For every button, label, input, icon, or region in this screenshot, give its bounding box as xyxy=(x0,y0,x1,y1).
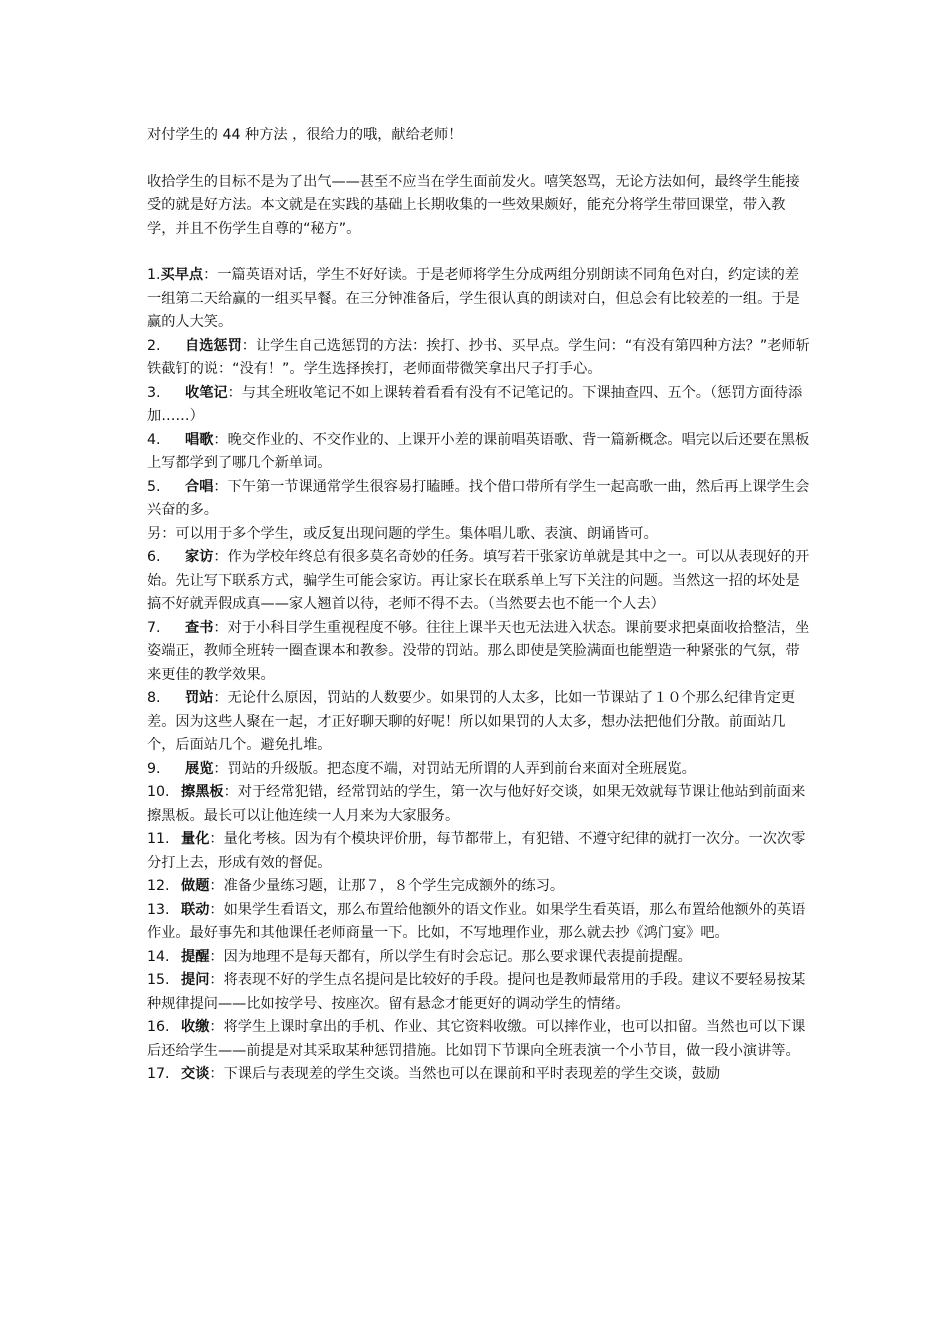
item-number: 16. xyxy=(147,1019,170,1035)
method-item-4 xyxy=(147,429,812,476)
item-text: ：下课后与表现差的学生交谈。当然也可以在课前和平时表现差的学生交谈，鼓励 xyxy=(209,1066,721,1082)
item-term: 提醒 xyxy=(181,948,210,965)
item-number: 7. xyxy=(147,619,161,636)
item-text: ：对于小科目学生重视程度不够。往往上课半天也无法进入状态。课前要求把桌面收拾整洁，坐姿端正，教师全班转一圈查课本和教参。没带的罚站。那么即使是笑脸满面也能塑造一种紧张的气氛，带来更佳的教学效果。 xyxy=(147,619,810,683)
item-number: 14. xyxy=(147,948,170,965)
item-text: ：准备少量练习题，让那７，８个学生完成额外的练习。 xyxy=(209,878,565,894)
item-term: 交谈 xyxy=(181,1066,210,1082)
item-number: 2. xyxy=(147,337,161,354)
item-number: 8. xyxy=(147,690,161,706)
method-item-9 xyxy=(147,758,812,782)
item-text: ：一篇英语对话，学生不好好读。于是老师将学生分成两组分别朗读不同角色对白，约定读的差一组第二天给赢的一组买早餐。在三分钟准备后，学生很认真的朗读对白，但总会有比较差的一组。于是赢的人大笑。 xyxy=(147,267,800,330)
item-term: 展览 xyxy=(185,760,214,777)
item-term: 收笔记 xyxy=(185,384,228,401)
item-term: 擦黑板 xyxy=(181,784,224,800)
item-number: 5. xyxy=(147,478,161,495)
item-term: 罚站 xyxy=(185,690,214,706)
method-item-8 xyxy=(147,687,812,758)
intro-paragraph: 收拾学生的目标不是为了出气——甚至不应当在学生面前发火。嘻笑怒骂，无论方法如何，最终学生能接受的就是好方法。本文就是在实践的基础上长期收集的一些效果颇好，能充分将学生带回课堂，带入教学，并且不伤学生自尊的“秘方”。 xyxy=(147,173,800,237)
item-text: ：作为学校年终总有很多莫名奇妙的任务。填写若干张家访单就是其中之一。可以从表现好的开始。先让写下联系方式，骗学生可能会家访。再让家长在联系单上写下关注的问题。当然这一招的坏处是搞不好就弄假成真——家人翘首以待，老师不得不去。（当然要去也不能一个人去） xyxy=(147,549,810,612)
method-item-11 xyxy=(147,828,812,875)
method-item-2 xyxy=(147,335,812,382)
item-number: 10. xyxy=(147,784,170,800)
item-text: ：对于经常犯错，经常罚站的学生，第一次与他好好交谈，如果无效就每节课让他站到前面来擦黑板。最长可以让他连续一人月来为大家服务。 xyxy=(147,784,806,824)
item-number: 12. xyxy=(147,878,170,894)
item-term: 量化 xyxy=(181,831,210,847)
item-term: 提问 xyxy=(181,972,210,988)
item-text: ：下午第一节课通常学生很容易打瞌睡。找个借口带所有学生一起高歌一曲，然后再上课学生会兴奋的多。 xyxy=(147,478,810,518)
method-item-6 xyxy=(147,546,812,617)
method-item-13 xyxy=(147,899,812,946)
method-item-17 xyxy=(147,1063,812,1087)
item-number: 3. xyxy=(147,384,161,401)
item-text: ：量化考核。因为有个模块评价册，每节都带上，有犯错、不遵守纪律的就打一次分。一次次零分打上去，形成有效的督促。 xyxy=(147,831,806,871)
item-term: 买早点 xyxy=(160,267,204,283)
method-item-12 xyxy=(147,875,812,899)
item-text: ：无论什么原因，罚站的人数要少。如果罚的人太多，比如一节课站了１０个那么纪律肯定更差。因为这些人聚在一起，才正好聊天聊的好呢！所以如果罚的人太多，想办法把他们分散。前面站几个，后面站几个。避免扎堆。 xyxy=(147,690,796,753)
item-term: 收缴 xyxy=(181,1019,210,1035)
item-term: 合唱 xyxy=(185,478,214,495)
item-number: 1. xyxy=(147,267,161,283)
item-number: 4. xyxy=(147,431,161,448)
method-item-7 xyxy=(147,617,812,688)
item-number: 17. xyxy=(147,1066,170,1082)
item-number: 13. xyxy=(147,901,170,918)
item-text: ：晚交作业的、不交作业的、上课开小差的课前唱英语歌、背一篇新概念。唱完以后还要在黑板上写都学到了哪几个新单词。 xyxy=(147,431,810,471)
method-item-5 xyxy=(147,476,812,523)
item-number: 11. xyxy=(147,831,170,847)
item-number: 15. xyxy=(147,972,170,988)
item-term: 查书 xyxy=(185,619,214,636)
method-item-3 xyxy=(147,382,812,429)
method-item-1 xyxy=(147,264,812,335)
item-term: 做题 xyxy=(181,878,210,894)
method-item-10 xyxy=(147,781,812,828)
item-term: 唱歌 xyxy=(185,431,214,448)
method-item-15 xyxy=(147,969,812,1016)
item-term: 家访 xyxy=(185,549,214,565)
item-number: 9. xyxy=(147,760,161,777)
document-body xyxy=(147,124,812,1087)
item-term: 自选惩罚 xyxy=(185,337,242,354)
item-number: 6. xyxy=(147,549,161,565)
method-item-14 xyxy=(147,946,812,970)
item-text: ：与其全班收笔记不如上课转着看看有没有不记笔记的。下课抽查四、五个。（惩罚方面待添加……） xyxy=(147,384,803,424)
item-text: ：将学生上课时拿出的手机、作业、其它资料收缴。可以摔作业，也可以扣留。当然也可以下课后还给学生——前提是对其采取某种惩罚措施。比如罚下节课向全班表演一个小节目，做一段小演讲等。 xyxy=(147,1019,806,1059)
note-paragraph xyxy=(147,523,812,547)
note-text: 另：可以用于多个学生，或反复出现问题的学生。集体唱儿歌、表演、朗诵皆可。 xyxy=(147,525,658,542)
item-text: ：将表现不好的学生点名提问是比较好的手段。提问也是教师最常用的手段。建议不要轻易按某种规律提问——比如按学号、按座次。留有悬念才能更好的调动学生的情绪。 xyxy=(147,972,806,1012)
document-title: 对付学生的 44 种方法 ，很给力的哦，献给老师！ xyxy=(147,127,463,143)
item-text: ：罚站的升级版。把态度不端，对罚站无所谓的人弄到前台来面对全班展览。 xyxy=(213,760,696,777)
item-text: ：因为地理不是每天都有，所以学生有时会忘记。那么要求课代表提前提醒。 xyxy=(209,948,692,965)
method-item-16 xyxy=(147,1016,812,1063)
item-text: ：让学生自己选惩罚的方法：挨打、抄书、买早点。学生问：“有没有第四种方法？”老师斩铁截钉的说：“没有！”。学生选择挨打，老师面带微笑拿出尺子打手心。 xyxy=(147,337,810,377)
item-text: ：如果学生看语文，那么布置给他额外的语文作业。如果学生看英语，那么布置给他额外的英语作业。最好事先和其他课任老师商量一下。比如，不写地理作业，那么就去抄《鸿门宴》吧。 xyxy=(147,901,806,941)
item-term: 联动 xyxy=(181,901,210,918)
